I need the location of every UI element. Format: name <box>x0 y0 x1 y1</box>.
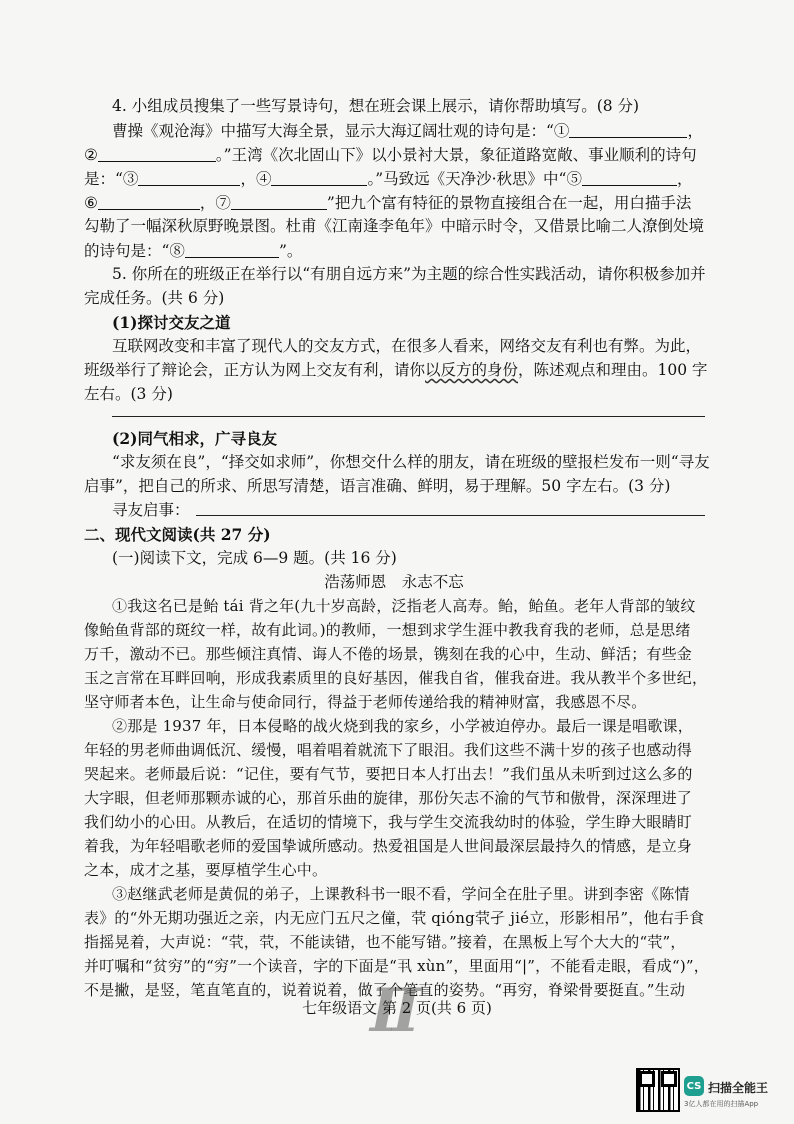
q5-part1-line2 <box>84 361 708 379</box>
q5-part2-line1: “求友须在良”，“择交如求师”，你想交什么样的朋友，请在班级的壁报栏发布一则“寻友 <box>112 453 710 471</box>
q4-line3 <box>84 171 704 188</box>
q5-part1-heading: (1)探讨交友之道 <box>112 313 231 332</box>
q5-part1-line1: 互联网改变和丰富了现代人的交友方式，在很多人看来，网络交友有利也有弊。为此， <box>112 337 702 355</box>
scanner-tagline: 3亿人都在用的扫描App <box>684 1100 759 1108</box>
article-line: 万千，激动不已。那些倾注真情、诲人不倦的场景，镌刻在我的心中，生动、鲜活；有些金 <box>84 645 693 663</box>
q5-part2-line3: 寻友启事： <box>112 501 190 519</box>
q4-line3-end: ， <box>676 170 693 188</box>
q4-line3-b: ，④ <box>240 170 272 188</box>
article-line: 并叮嘱和“贫穷”的“穷”一个读音，字的下面是“丮 xùn”，里面用“|”，不能看走眼，看成“)”， <box>84 957 709 975</box>
q4-line6 <box>84 243 704 260</box>
article-line: ③赵继武老师是黄侃的弟子，上课教科书一眼不看，学问全在肚子里。讲到李密《陈情 <box>112 885 690 903</box>
q4-line5: 勾勒了一幅深秋原野晚景图。杜甫《江南逢李龟年》中暗示时令，又借景比喻二人潦倒处境 <box>84 217 705 235</box>
article-line: 哭起来。老师最后说：“记住，要有气节，要把日本人打出去！”我们虽从未听到过这么多的 <box>84 765 693 783</box>
answer-blank-5[interactable] <box>582 171 677 186</box>
part2-subtitle: (一)阅读下文，完成 6—9 题。(共 16 分) <box>112 549 397 567</box>
article-line: 之本，成才之基，要厚植学生心中。 <box>84 861 328 879</box>
q4-line1 <box>112 123 732 140</box>
q5-part1-line2-a: 班级举行了辩论会，正方认为网上交友有利，请你 <box>84 361 426 379</box>
q4-line3-c: 。”马致远《天净沙·秋思》中“⑤ <box>367 170 582 188</box>
answer-blank-1[interactable] <box>569 123 687 138</box>
article-line: 大字眼，但老师那颗赤诚的心，那首乐曲的旋律，那份矢志不渝的气节和傲骨，深深理进了 <box>84 789 693 807</box>
answer-blank-6[interactable] <box>98 195 200 210</box>
scanner-app-name: 扫描全能王 <box>708 1081 769 1095</box>
answer-line[interactable] <box>112 416 705 417</box>
q4-line3-a: 是：“③ <box>84 170 139 188</box>
answer-blank-3[interactable] <box>138 171 240 186</box>
article-line: 像鲐鱼背部的斑纹一样，故有此词。)的教师，一想到求学生涯中教我育我的老师，总是思绪 <box>84 621 691 639</box>
answer-line[interactable] <box>196 515 705 516</box>
answer-blank-4[interactable] <box>271 171 367 186</box>
article-line: ②那是 1937 年，日本侵略的战火烧到我的家乡，小学被迫停办。最后一课是唱歌课， <box>112 717 693 735</box>
part2-title: 二、现代文阅读(共 27 分) <box>84 525 271 544</box>
q4-line6-a: 的诗句是：“⑧ <box>84 242 185 260</box>
answer-blank-2[interactable] <box>98 147 216 162</box>
article-title: 浩荡师恩 永志不忘 <box>324 573 464 591</box>
q5-title-b: 完成任务。(共 6 分) <box>84 289 225 307</box>
article-line: 表》的“外无期功强近之亲，内无应门五尺之僮，茕 qióng茕孑 jié立，形影相吊”，他右手食 <box>84 909 705 927</box>
qr-code-icon <box>636 1068 680 1112</box>
article-line: 坚守师者本色，让生命与使命同行，得益于老师传递给我的精神财富，我感恩不尽。 <box>84 693 647 711</box>
article-line: ①我这名已是鲐 tái 背之年(九十岁高龄，泛指老人高寿。鲐，鲐鱼。老年人背部的皱纹 <box>112 597 696 615</box>
article-line: 不是撇，是竖，笔直笔直的，说着说着，做了个笔直的姿势。“再穷，脊梁骨要挺直。”生动 <box>84 981 686 999</box>
q4-line4 <box>84 195 704 212</box>
article-line: 玉之言常在耳畔回响，形成我素质里的良好基因，催我自省，催我奋进。我从教半个多世纪， <box>84 669 708 687</box>
q5-part2-heading: (2)同气相求，广寻良友 <box>112 429 277 448</box>
page-footer: 七年级语文 第 2 页(共 6 页) <box>302 999 492 1017</box>
q5-part1-line2-b: ，陈述观点和理由。100 字 <box>518 361 708 379</box>
article-line: 年轻的男老师曲调低沉、缓慢，唱着唱着就流下了眼泪。我们这些不满十岁的孩子也感动得 <box>84 741 693 759</box>
answer-blank-8[interactable] <box>185 243 279 258</box>
q4-line6-b: ”。 <box>278 242 303 260</box>
q4-line4-c: ”把九个富有特征的景物直接组合在一起，用白描手法 <box>326 194 692 212</box>
q4-title: 4. 小组成员搜集了一些写景诗句，想在班会课上展示，请你帮助填写。(8 分) <box>112 97 640 115</box>
q4-line1-end: ， <box>687 122 703 140</box>
q5-part1-emphasis: 以反方的身份 <box>425 361 519 379</box>
q4-line2-b: 。”王湾《次北固山下》以小景衬大景，象征道路宽敞、事业顺利的诗句 <box>215 146 697 164</box>
q4-line2-a: ② <box>84 146 98 164</box>
q4-line4-a: ⑥ <box>84 194 98 212</box>
q4-line1-text: 曹操《观沧海》中描写大海全景，显示大海辽阔壮观的诗句是：“① <box>112 122 570 140</box>
q4-line4-b: ，⑦ <box>199 194 231 212</box>
page-watermark: II <box>370 976 415 1046</box>
camscanner-logo-icon: CS <box>684 1076 704 1096</box>
q4-line2 <box>84 147 704 164</box>
q5-part1-line3: 左右。(3 分) <box>84 385 173 403</box>
q5-part2-line2: 启事”，把自己的所求、所思写清楚，语言准确、鲜明，易于理解。50 字左右。(3 分) <box>84 477 671 495</box>
article-line: 指摇晃着，大声说：“茕，茕，不能读错，也不能写错。”接着，在黑板上写个大大的“茕”， <box>84 933 686 951</box>
article-line: 我们幼小的心田。从教后，在适切的情境下，我与学生交流我幼时的体验，学生睁大眼睛盯 <box>84 813 693 831</box>
answer-blank-7[interactable] <box>231 195 327 210</box>
q5-title-a: 5. 你所在的班级正在举行以“有朋自远方来”为主题的综合性实践活动，请你积极参加并 <box>112 265 706 283</box>
article-line: 着我，为年轻唱歌老师的爱国挚诚所感动。热爱祖国是人世间最深层最持久的情感，是立身 <box>84 837 693 855</box>
